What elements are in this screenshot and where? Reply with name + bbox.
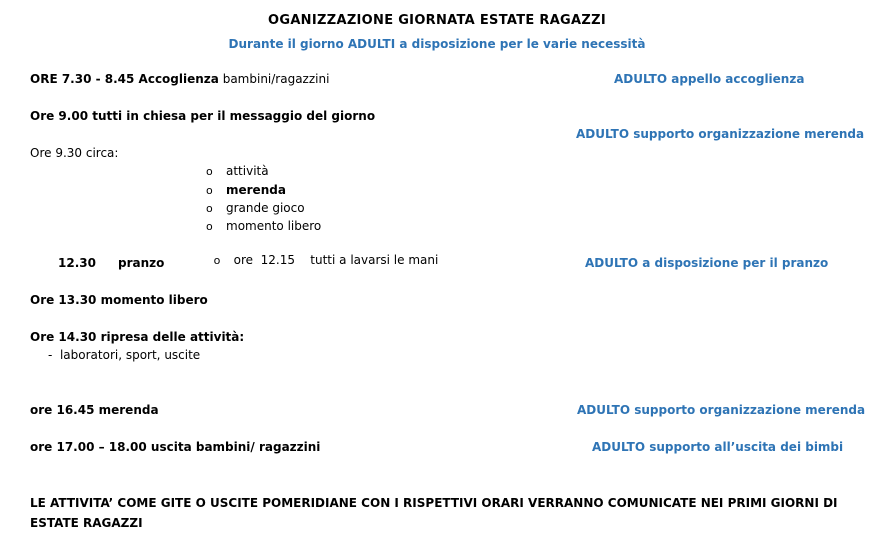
list-item [206,164,269,179]
bullet-glyph: o [213,254,221,267]
schedule-row-afternoon: Ore 14.30 ripresa delle attività: [30,330,245,344]
adult-note-snack-afternoon: ADULTO supporto organizzazione merenda [577,403,866,417]
list-item [206,183,286,198]
bullet-label: merenda [226,183,286,197]
schedule-row-exit: ore 17.00 – 18.00 uscita bambini/ ragazzini [30,440,321,454]
document-title: OGANIZZAZIONE GIORNATA ESTATE RAGAZZI [268,13,606,28]
list-item [206,219,321,234]
list-item [206,201,305,216]
bullet-glyph: o [206,165,213,178]
bullet-label: momento libero [226,219,322,233]
schedule-row-church: Ore 9.00 tutti in chiesa per il messaggio del giorno [30,109,376,123]
arrival-time: ORE 7.30 - 8.45 Accoglienza [30,72,219,86]
bullet-glyph: o [206,202,213,215]
schedule-row-arrival [30,72,329,87]
footer-note: LE ATTIVITA’ COME GITE O USCITE POMERIDIANE CON I RISPETTIVI ORARI VERRANNO COMUNICATE NEI PRIMI GIORNI DI ESTATE RAGAZZI [30,496,838,530]
schedule-row-snack: ore 16.45 merenda [30,403,159,417]
adult-note-snack-morning: ADULTO supporto organizzazione merenda [576,127,865,141]
schedule-row-lunch [58,256,96,271]
arrival-detail: bambini/ragazzini [218,72,330,86]
lunch-time: 12.30 [58,256,96,270]
adult-note-arrival: ADULTO appello accoglienza [614,72,805,86]
lunch-label: pranzo [118,256,165,270]
bullet-glyph: o [206,184,213,197]
bullet-glyph: o [206,220,213,233]
bullet-label: grande gioco [226,201,305,215]
schedule-row-free-time: Ore 13.30 momento libero [30,293,208,307]
schedule-row-morning: Ore 9.30 circa: [30,146,119,160]
list-item [206,238,438,268]
afternoon-activities: - laboratori, sport, uscite [48,348,201,362]
bullet-label: ore 12.15 tutti a lavarsi le mani [233,253,439,267]
bullet-label: attività [226,164,269,178]
adult-note-lunch: ADULTO a disposizione per il pranzo [585,256,829,270]
document-subtitle: Durante il giorno ADULTI a disposizione per le varie necessità [228,37,646,51]
adult-note-exit: ADULTO supporto all’uscita dei bimbi [592,440,844,454]
